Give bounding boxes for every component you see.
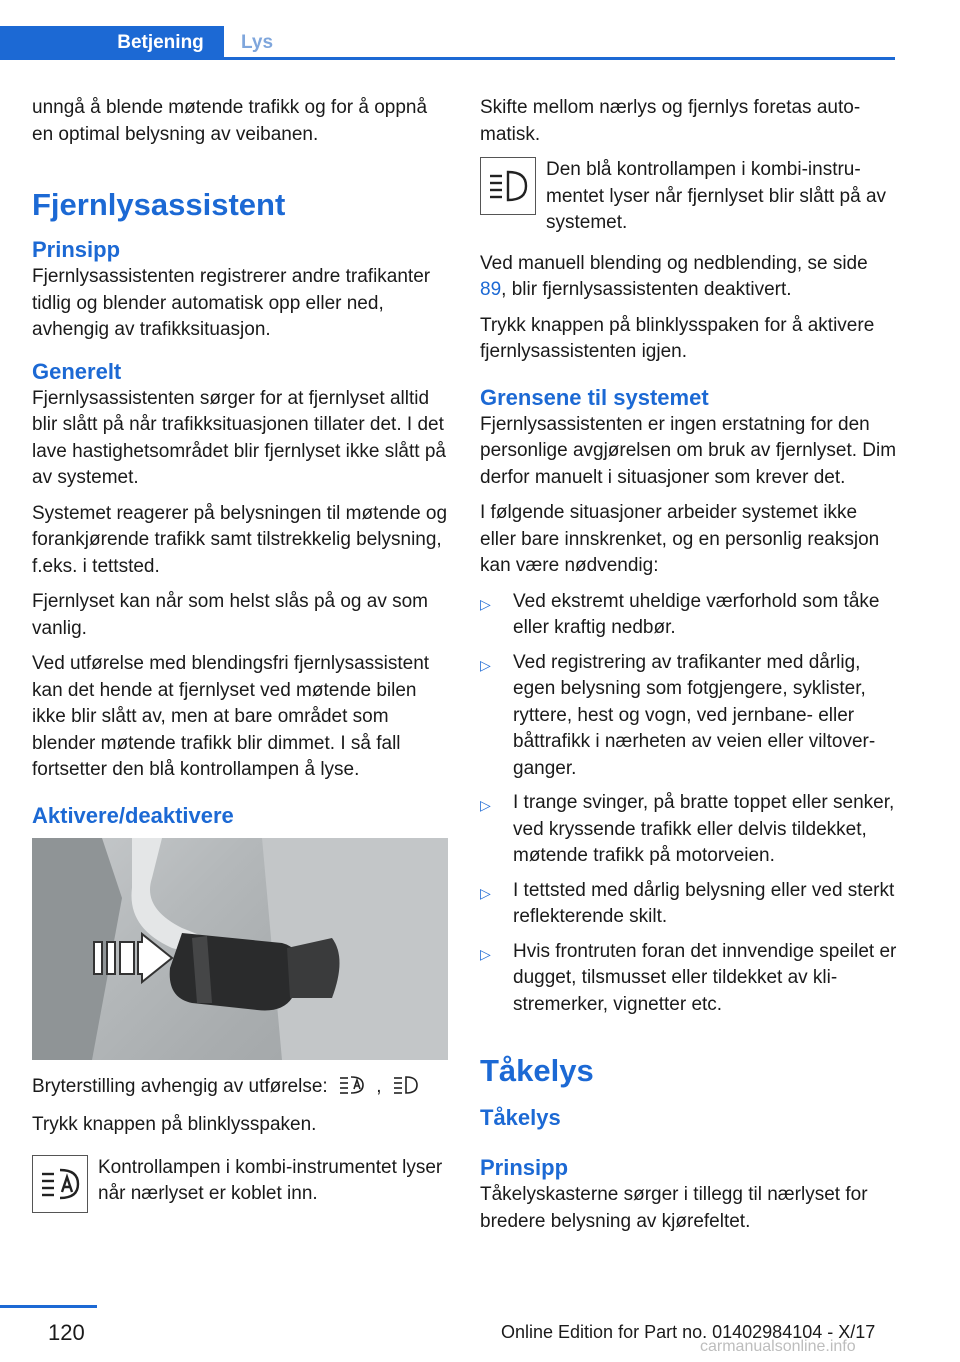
intro-text: unngå å blende møtende trafikk og for å oppnå en optimal belysning av veibanen. xyxy=(32,97,428,145)
list-item: ▷ I tettsted med dårlig belysning eller ved sterkt reflekterende skilt. xyxy=(480,878,898,931)
footer-rule xyxy=(0,1305,97,1308)
header-rule xyxy=(0,57,895,60)
triangle-bullet-icon: ▷ xyxy=(480,797,491,813)
triangle-bullet-icon: ▷ xyxy=(480,945,491,962)
list-item: ▷ Ved ekstremt uheldige værforhold som tåke eller kraftig nedbør. xyxy=(480,589,898,642)
high-beam-indicator-text: Den blå kontrollampen i kombi-instrumentet lyser når fjernlyset blir slått på av systemet. xyxy=(546,159,887,233)
heading-system-limits: Grensene til systemet xyxy=(480,384,709,410)
low-beam-indicator-row xyxy=(32,1155,448,1213)
auto-high-beam-a-icon xyxy=(339,1075,365,1104)
low-beam-indicator-text: Kontrollampen i kombi-instrumentet lyser når nærlyset er koblet inn. xyxy=(98,1156,443,1204)
general-text-3: Fjernlyset kan når som helst slås på og av som vanlig. xyxy=(32,591,429,639)
heading-fog-lights-sub: Tåkelys xyxy=(480,1105,561,1130)
triangle-bullet-icon: ▷ xyxy=(480,884,491,901)
general-text-1: Fjernlysassistenten sørger for at fjernlyset alltid blir slått på når trafikksituasjonen tillater det. I det lave hastighetsområdet blir fjernlyset ikke slått på av systemet. xyxy=(32,387,446,488)
principle-text: Fjernlysassistenten registrerer andre trafikanter tidlig og blender automatisk opp eller ned, avhengig av trafikksituasjon. xyxy=(32,266,431,340)
general-text-2: Systemet reagerer på belysningen til møtende og forankjørende trafikk samt tilstrekkelig belysning, f.eks. i tettsted. xyxy=(32,502,448,577)
manual-dimming-text xyxy=(480,251,898,304)
watermark-text: carmanualsonline.info xyxy=(700,1338,856,1355)
manual-dimming-before: Ved manuell blending og nedblending, se side xyxy=(480,252,868,274)
turn-signal-lever-photo xyxy=(32,838,448,1060)
heading-principle: Prinsipp xyxy=(32,237,121,262)
high-beam-assistant-icon xyxy=(393,1075,419,1104)
switch-separator: , xyxy=(376,1075,382,1097)
edition-text: Online Edition for Part no. 01402984104 - X/17 xyxy=(501,1322,876,1342)
list-item: ▷ I trange svinger, på bratte toppet eller senker, ved kryssende trafikk eller delvis tildekket, møtende trafikk på motorveien. xyxy=(480,790,898,870)
limits-text-2: I følgende situasjoner arbeider systemet ikke eller bare innskrenket, og en personlig reaksjon kan være nødvendig: xyxy=(480,502,880,576)
switch-position-text xyxy=(32,1074,448,1104)
auto-switch-text: Skifte mellom nærlys og fjernlys foretas automatisk. xyxy=(480,97,861,145)
heading-activate: Aktivere/deaktivere xyxy=(32,802,234,828)
manual-dimming-after: , blir fjernlysassistenten deaktivert. xyxy=(501,279,792,300)
left-column xyxy=(32,95,448,1223)
page-number: 120 xyxy=(48,1320,85,1345)
high-beam-indicator-icon xyxy=(480,157,536,215)
header-tabbar xyxy=(0,26,895,60)
fog-principle-text: Tåkelyskasterne sørger i tillegg til nærlyset for bredere belysning av kjørefeltet. xyxy=(480,1184,868,1232)
heading-high-beam-assistant: Fjernlysassistent xyxy=(32,187,286,222)
heading-fog-principle: Prinsipp xyxy=(480,1155,569,1180)
low-beam-auto-indicator-icon xyxy=(32,1155,88,1213)
press-button-text: Trykk knappen på blinklysspaken. xyxy=(32,1114,317,1135)
tab-lead-block xyxy=(0,26,97,60)
heading-fog-lights: Tåkelys xyxy=(480,1053,594,1088)
right-column xyxy=(480,95,898,1244)
high-beam-indicator-row xyxy=(480,157,898,237)
switch-position-label: Bryterstilling avhengig av utførelse: xyxy=(32,1075,328,1097)
page-89-link[interactable]: 89 xyxy=(480,279,502,300)
heading-general: Generelt xyxy=(32,358,122,384)
tab-chapter[interactable]: Betjening xyxy=(97,26,224,60)
general-text-4: Ved utførelse med blendingsfri fjernlysassistent kan det hende at fjernlyset ved møtende bilen ikke blir slått av, men at bare området som blender møtende trafikk blir dimmet. I så fall fortsetter den blå kontrollampen å lyse. xyxy=(32,653,430,780)
list-item: ▷ Hvis frontruten foran det innvendige speilet er dugget, tilsmusset eller tildekket av klistremerker, vignetter etc. xyxy=(480,939,898,1019)
triangle-bullet-icon: ▷ xyxy=(480,656,491,673)
limits-text-1: Fjernlysassistenten er ingen erstatning for den personlige avgjørelsen om bruk av fjernlyset. Dim derfor manuelt i situasjoner som krever det. xyxy=(480,413,897,488)
reactivate-text: Trykk knappen på blinklysspaken for å aktivere fjernlysassistenten igjen. xyxy=(480,314,875,362)
tab-section[interactable]: Lys xyxy=(241,32,274,53)
list-item: ▷ Ved registrering av trafikanter med dårlig, egen belysning som fotgjengere, syklister, ryttere, hest og vogn, ved jernbane- eller båttrafikk i nærheten av veien eller viltoverganger. xyxy=(480,650,898,783)
limits-list xyxy=(480,589,898,1019)
triangle-bullet-icon: ▷ xyxy=(480,595,491,612)
lever-illustration xyxy=(32,838,448,1060)
